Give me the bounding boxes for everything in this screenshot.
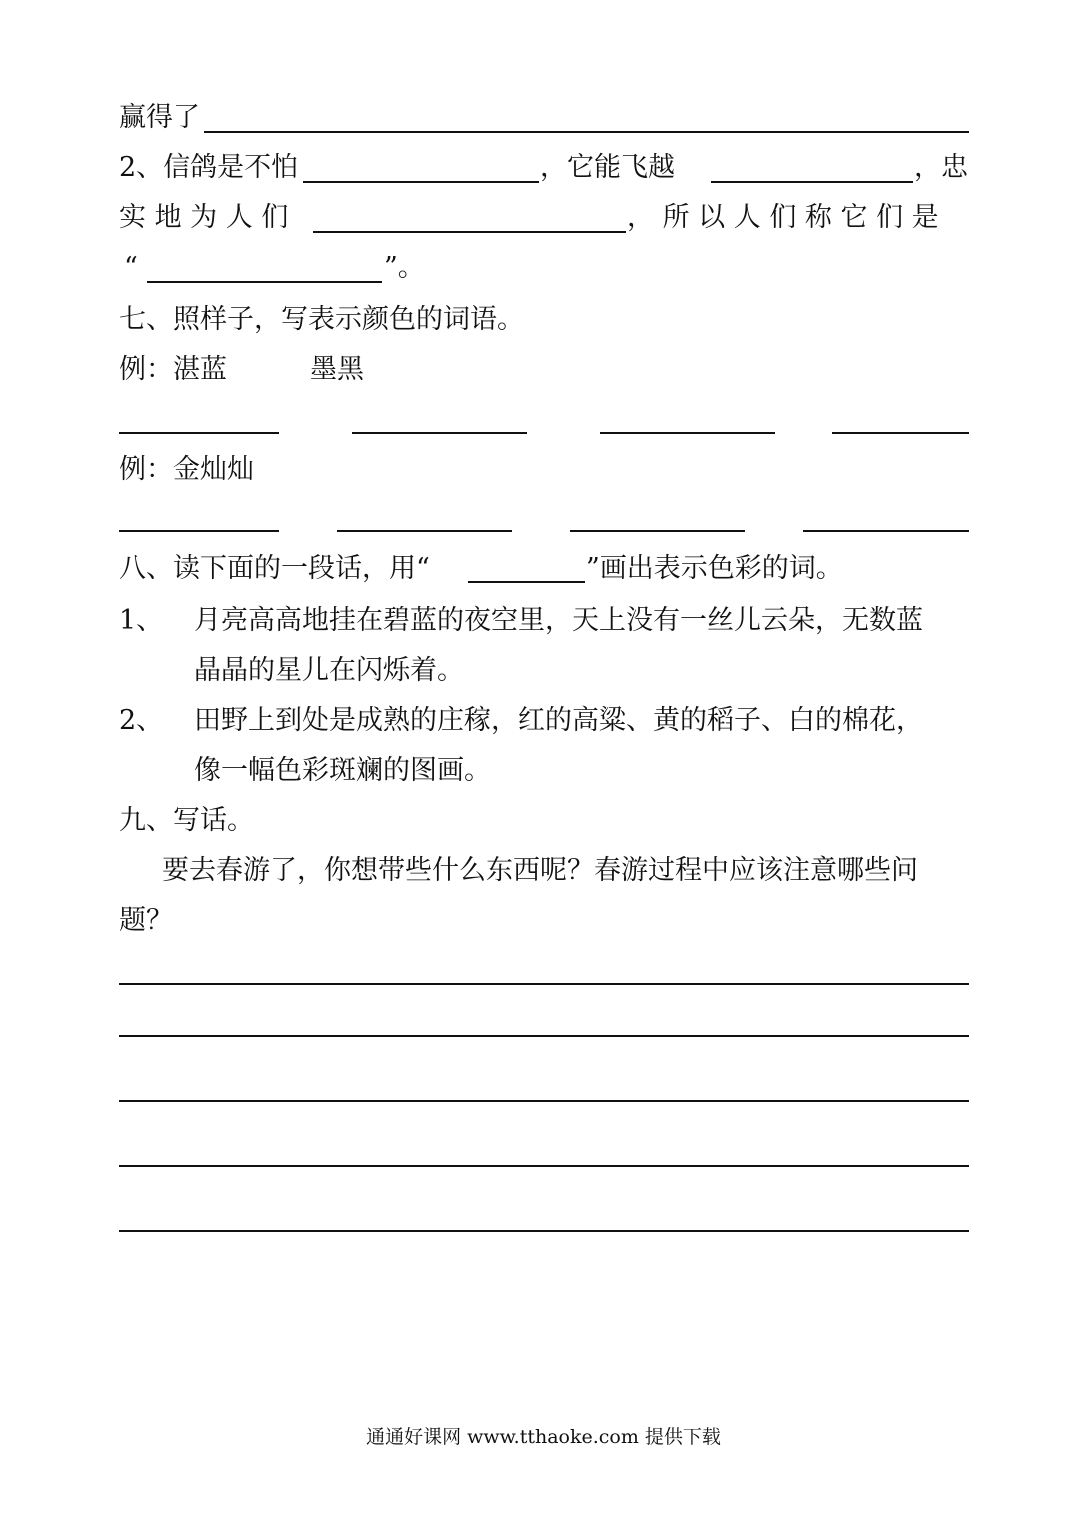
q8-item-1-num: 1、 <box>119 605 164 636</box>
q9-writing-line-1[interactable] <box>119 983 969 985</box>
q7-example2-label: 例：金灿灿 <box>119 454 254 485</box>
q6-q2-blank-1[interactable] <box>303 181 539 183</box>
q6-q2-blank-4[interactable] <box>147 281 382 283</box>
q9-writing-line-2[interactable] <box>119 1035 969 1037</box>
q7-answer-blank-5[interactable] <box>119 530 279 532</box>
q6-line1-blank[interactable] <box>204 131 969 133</box>
q7-answer-blank-2[interactable] <box>352 432 527 434</box>
q8-heading-prefix: 八、读下面的一段话，用“ <box>119 553 430 584</box>
q8-item-2-line2: 像一幅色彩斑斓的图画。 <box>194 755 491 786</box>
q6-q2-blank-3[interactable] <box>313 231 626 233</box>
q8-item-2-line1: 田野上到处是成熟的庄稼，红的高粱、黄的稻子、白的棉花， <box>194 705 923 736</box>
q8-item-1-line2: 晶晶的星儿在闪烁着。 <box>194 655 464 686</box>
q7-answer-blank-3[interactable] <box>600 432 775 434</box>
q9-writing-line-5[interactable] <box>119 1230 969 1232</box>
q9-prompt-line1: 要去春游了，你想带些什么东西呢？春游过程中应该注意哪些问 <box>162 855 918 886</box>
q6-line1-prefix: 赢得了 <box>119 102 200 133</box>
q7-answer-blank-8[interactable] <box>803 530 969 532</box>
q7-example1-word2: 墨黑 <box>310 354 364 385</box>
q9-heading: 九、写话。 <box>119 805 254 836</box>
q6-q2-end: ，忠 <box>914 152 968 183</box>
q6-q2-line2-b: ， 所 以 人 们 称 它 们 是 <box>627 202 939 233</box>
q7-answer-blank-1[interactable] <box>119 432 279 434</box>
q6-q2-mid: ，它能飞越 <box>540 152 675 183</box>
q7-heading: 七、照样子，写表示颜色的词语。 <box>119 304 524 335</box>
q8-heading-blank <box>468 581 585 583</box>
q6-q2-line3-open: “ <box>124 252 138 283</box>
q8-item-2-num: 2、 <box>119 705 164 736</box>
q8-heading-suffix: ”画出表示色彩的词。 <box>586 553 843 584</box>
q6-q2-label: 2、信鸽是不怕 <box>119 152 299 183</box>
q9-prompt-line2: 题？ <box>119 905 173 936</box>
q7-answer-blank-6[interactable] <box>337 530 512 532</box>
page-footer: 通通好课网 www.tthaoke.com 提供下载 <box>366 1426 721 1448</box>
q6-q2-line3-close: ”。 <box>384 252 425 283</box>
q7-answer-blank-4[interactable] <box>832 432 969 434</box>
q7-example1-label: 例：湛蓝 <box>119 354 227 385</box>
q6-q2-blank-2[interactable] <box>711 181 913 183</box>
q6-q2-line2-a: 实 地 为 人 们 <box>119 202 289 233</box>
q9-writing-line-3[interactable] <box>119 1100 969 1102</box>
q7-answer-blank-7[interactable] <box>570 530 745 532</box>
q8-item-1-line1: 月亮高高地挂在碧蓝的夜空里，天上没有一丝儿云朵，无数蓝 <box>194 605 923 636</box>
q9-writing-line-4[interactable] <box>119 1165 969 1167</box>
